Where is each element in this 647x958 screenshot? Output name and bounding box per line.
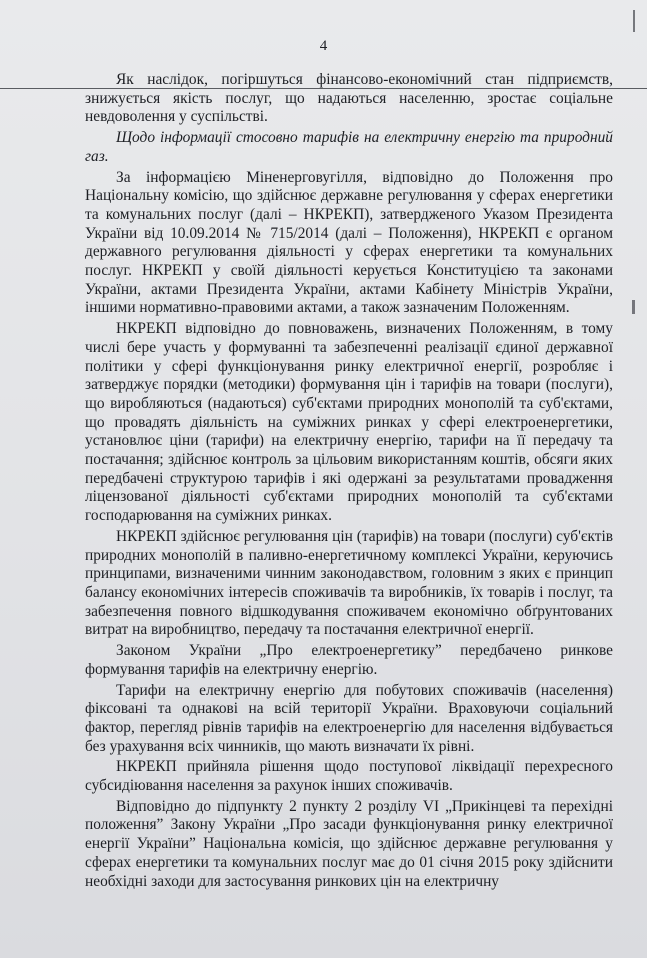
document-body <box>85 71 613 893</box>
page-number: 4 <box>319 38 328 54</box>
paragraph: НКРЕКП здійснює регулювання цін (тарифів) на товари (послуги) суб'єктів природних монополій в паливно-енергетичному комплексі України, керуючись принципами, визначеними чинним законодавством, головним з яких є принцип балансу економічних інтересів споживачів та виробників, їх товарів і послуг, та забезпечення повного відшкодування споживачем економічно обґрунтованих витрат на виробництво, передачу та постачання електричної енергії. <box>85 527 613 639</box>
paragraph: Як наслідок, погіршуться фінансово-економічний стан підприємств, знижується якість послуг, що надаються населенню, зростає соціальне невдоволення у суспільстві. <box>85 71 613 126</box>
paragraph: За інформацією Міненерговугілля, відповідно до Положення про Національну комісію, що здійснює державне регулювання у сферах енергетики та комунальних послуг (далі – НКРЕКП), затвердженого Указом Президента України від 10.09.2014 № 715/2014 (далі – Положення), НКРЕКП є органом державного регулювання діяльності у сферах енергетики та комунальних послуг. НКРЕКП у своїй діяльності керується Конституцією та законами України, актами Президента України, актами Кабінету Міністрів України, іншими нормативно-правовими актами, а також зазначеним Положенням. <box>85 168 613 317</box>
paragraph: Тарифи на електричну енергію для побутових споживачів (населення) фіксовані та однакові на всій території України. Враховуючи соціальний фактор, перегляд рівнів тарифів на електроенергію для населення відбувається без урахування всіх чинників, що мають визначати їх рівні. <box>85 681 613 755</box>
paragraph: НКРЕКП відповідно до повноважень, визначених Положенням, в тому числі бере участь у формуванні та забезпеченні реалізації єдиної державної політики у сфері функціонування ринку електричної енергії, розробляє і затверджує порядки (методики) формування цін і тарифів на товари (послуги), що виробляються (надаються) суб'єктами природних монополій та суб'єктами, що провадять діяльність на суміжних ринках у сфері електроенергетики, установлює ціни (тарифи) на електричну енергію, тарифи на її передачу та постачання; здійснює контроль за цільовим використанням коштів, обсяги яких передбачені структурою тарифів і які одержані за результатами провадження ліцензованої діяльності суб'єктами природних монополій та суб'єктами господарювання на суміжних ринках. <box>85 320 613 525</box>
scan-edge-mark <box>632 300 635 314</box>
scan-edge-mark <box>633 10 635 32</box>
paragraph: Відповідно до підпункту 2 пункту 2 розділу VI „Прикінцеві та перехідні положення” Закону України „Про засади функціонування ринку електричної енергії України” Національна комісія, що здійснює державне регулювання у сферах енергетики та комунальних послуг має до 01 січня 2015 року здійснити необхідні заходи для застосування ринкових цін на електричну <box>85 797 613 890</box>
paragraph: Законом України „Про електроенергетику” передбачено ринкове формування тарифів на електричну енергію. <box>85 642 613 678</box>
section-heading: Щодо інформації стосовно тарифів на електричну енергію та природний газ. <box>85 129 613 165</box>
paragraph: НКРЕКП прийняла рішення щодо поступової ліквідації перехресного субсидіювання населення за рахунок інших споживачів. <box>85 758 613 795</box>
